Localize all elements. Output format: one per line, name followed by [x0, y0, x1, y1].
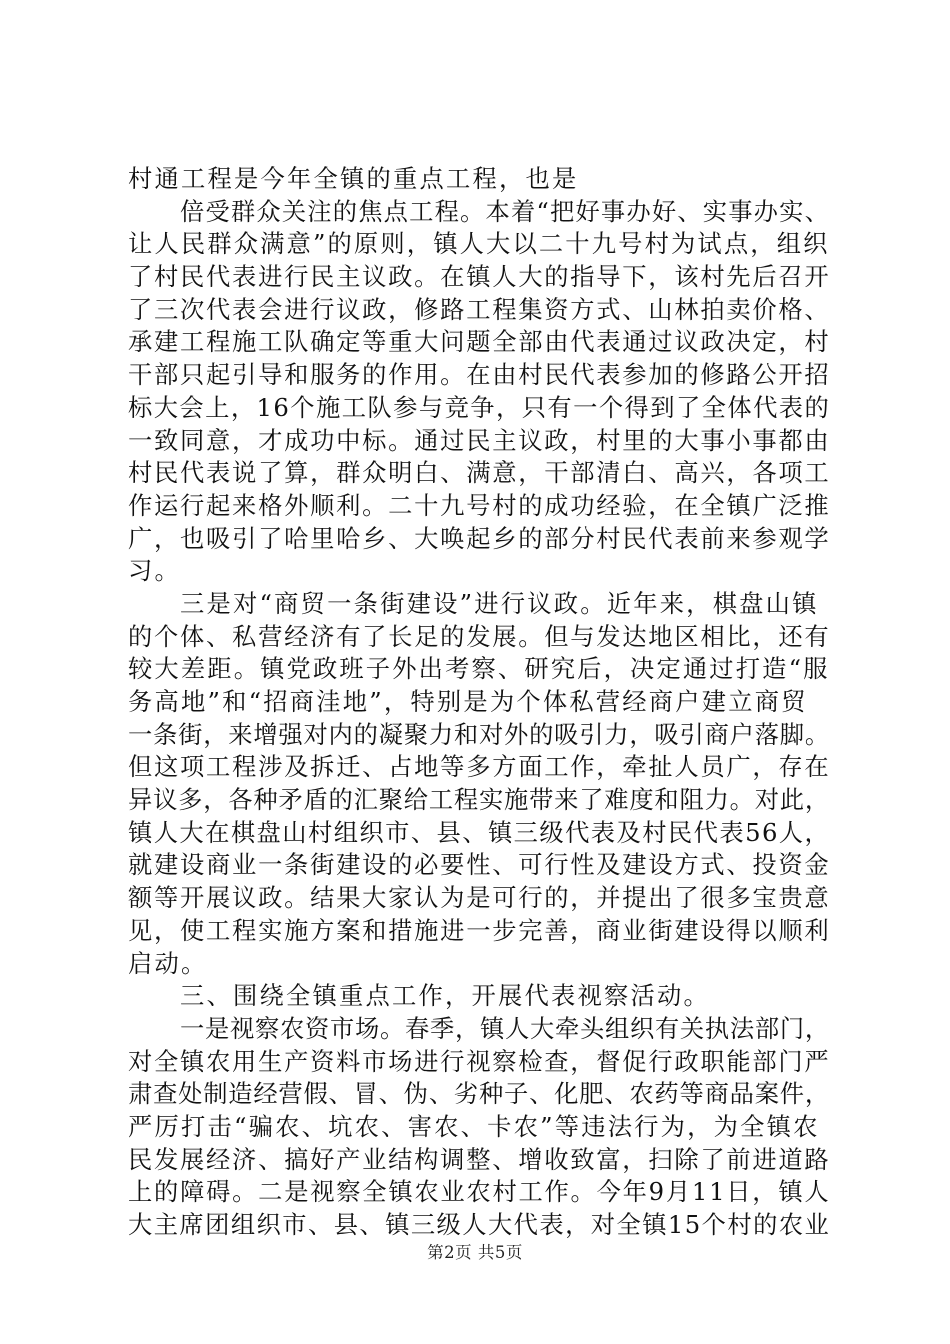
text-line: 大主席团组织市、县、镇三级人大代表，对全镇15个村的农业 — [128, 1210, 831, 1239]
text-line: 村通工程是今年全镇的重点工程，也是 — [128, 164, 579, 193]
text-line: 了三次代表会进行议政，修路工程集资方式、山林拍卖价格、 — [128, 294, 831, 324]
page-footer: 第2页 共5页 — [427, 1243, 523, 1262]
text-line: 务高地”和“招商洼地”，特别是为个体私营经商户建立商贸 — [128, 687, 808, 716]
text-line: 了村民代表进行民主议政。在镇人大的指导下，该村先后召开 — [128, 262, 831, 292]
text-line: 异议多，各种矛盾的汇聚给工程实施带来了难度和阻力。对此， — [128, 785, 830, 815]
text-line: 倍受群众关注的焦点工程。本着“把好事办好、实事办实、 — [180, 196, 831, 226]
text-line: 承建工程施工队确定等重大问题全部由代表通过议政决定，村 — [128, 327, 831, 357]
text-line: 见，使工程实施方案和措施进一步完善，商业街建设得以顺利 — [128, 915, 831, 945]
text-line: 就建设商业一条街建设的必要性、可行性及建设方式、投资金 — [128, 850, 831, 880]
text-line: 额等开展议政。结果大家认为是可行的，并提出了很多宝贵意 — [128, 883, 831, 913]
text-line: 启动。 — [128, 948, 208, 978]
text-line: 干部只起引导和服务的作用。在由村民代表参加的修路公开招 — [128, 360, 831, 390]
text-line: 让人民群众满意”的原则，镇人大以二十九号村为试点，组织 — [128, 229, 830, 259]
text-line: 肃查处制造经营假、冒、伪、劣种子、化肥、农药等商品案件， — [128, 1079, 830, 1109]
text-line: 对全镇农用生产资料市场进行视察检查，督促行政职能部门严 — [128, 1046, 831, 1076]
text-line: 习。 — [128, 556, 181, 586]
text-line: 标大会上，16个施工队参与竞争，只有一个得到了全体代表的 — [128, 392, 831, 422]
text-line: 一是视察农资市场。春季，镇人大牵头组织有关执法部门， — [180, 1013, 830, 1043]
text-line: 村民代表说了算，群众明白、满意，干部清白、高兴，各项工 — [128, 458, 831, 488]
text-line: 广，也吸引了哈里哈乡、大唤起乡的部分村民代表前来参观学 — [128, 523, 831, 553]
text-line: 三、围绕全镇重点工作，开展代表视察活动。 — [180, 981, 710, 1011]
text-line: 的个体、私营经济有了长足的发展。但与发达地区相比，还有 — [128, 621, 831, 651]
text-line: 民发展经济、搞好产业结构调整、增收致富，扫除了前进道路 — [128, 1144, 831, 1174]
text-line: 作运行起来格外顺利。二十九号村的成功经验，在全镇广泛推 — [128, 490, 831, 520]
text-line: 镇人大在棋盘山村组织市、县、镇三级代表及村民代表56人， — [128, 817, 831, 847]
text-line: 但这项工程涉及拆迁、占地等多方面工作，牵扯人员广，存在 — [128, 752, 831, 782]
text-line: 一致同意，才成功中标。通过民主议政，村里的大事小事都由 — [128, 425, 831, 455]
text-line: 三是对“商贸一条街建设”进行议政。近年来，棋盘山镇 — [180, 588, 819, 618]
text-line: 严厉打击“骗农、坑农、害农、卡农”等违法行为，为全镇农 — [128, 1111, 820, 1141]
text-line: 较大差距。镇党政班子外出考察、研究后，决定通过打造“服 — [128, 654, 830, 684]
document-body — [128, 163, 830, 1242]
text-line: 一条街，来增强对内的凝聚力和对外的吸引力，吸引商户落脚。 — [128, 719, 830, 749]
text-line: 上的障碍。二是视察全镇农业农村工作。今年9月11日，镇人 — [128, 1177, 831, 1207]
